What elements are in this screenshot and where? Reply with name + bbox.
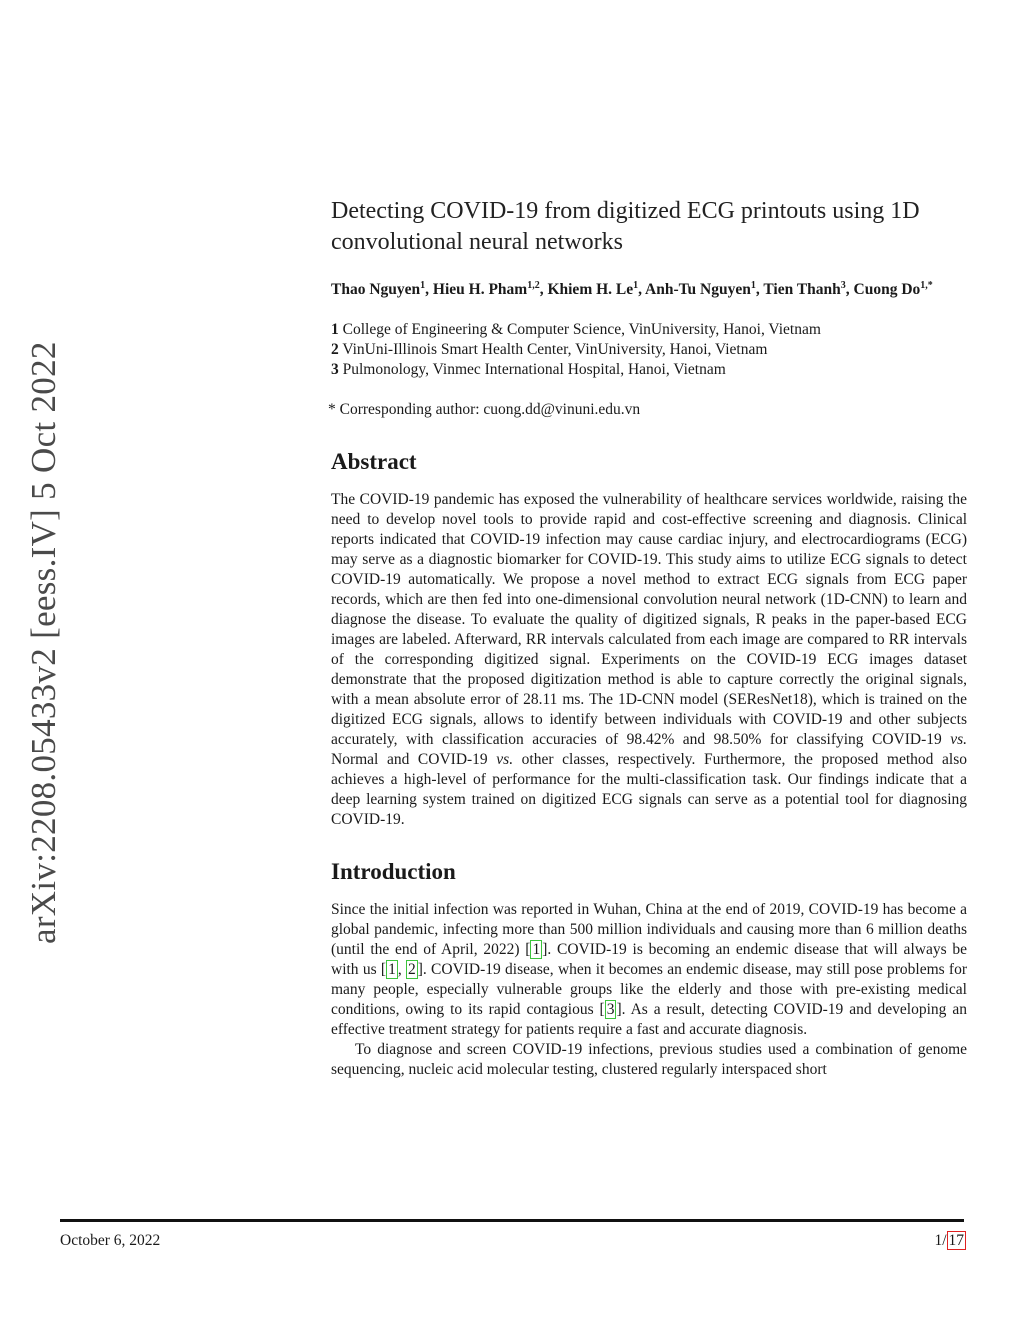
- affiliation-item: [331, 340, 967, 360]
- intro-text: ]. COVID-19 is becoming an endemic disease that will always be with us [: [331, 941, 967, 978]
- affiliation-item: [331, 360, 967, 380]
- author-affiliation: 3: [840, 279, 846, 291]
- abstract-part: other classes, respectively. Furthermore, the proposed method also achieves a high-level of performance for the multi-classification task. Our findings indicate that a deep learning system trained on digitized ECG signals can serve as a potential tool for diagnosing COVID-19.: [331, 751, 967, 828]
- citation-link[interactable]: 1: [532, 941, 541, 958]
- author-affiliation: 1,2: [527, 279, 540, 291]
- paper-title: Detecting COVID-19 from digitized ECG printouts using 1D convolutional neural networks: [331, 198, 920, 255]
- corresponding-author: * Corresponding author: cuong.dd@vinuni.edu.vn: [328, 401, 641, 418]
- current-page: 1: [934, 1232, 943, 1249]
- footer-date: October 6, 2022: [60, 1232, 161, 1249]
- abstract-italic: vs.: [950, 731, 967, 748]
- introduction-heading: Introduction: [331, 859, 456, 884]
- abstract-italic: vs.: [496, 751, 514, 768]
- introduction-paragraph: [331, 900, 967, 1040]
- total-pages-link[interactable]: 17: [948, 1232, 964, 1249]
- author-affiliation: 1: [750, 279, 756, 291]
- affiliation-number: 1: [331, 321, 339, 338]
- intro-text: ]. COVID-19 disease, when it becomes an endemic disease, may still pose problems for many people, especially vulnerable groups like the elderly and those with pre-existing medical conditions, owing to its rapid contagious [: [331, 961, 968, 1018]
- author-separator: ,: [539, 281, 548, 298]
- author-affiliation: 1,*: [920, 279, 933, 291]
- author-name: Anh-Tu Nguyen: [645, 281, 751, 298]
- author-name: Hieu H. Pham: [432, 281, 528, 298]
- affiliation-text: VinUni-Illinois Smart Health Center, VinUniversity, Hanoi, Vietnam: [338, 341, 768, 358]
- arxiv-identifier: arXiv:2208.05433v2 [eess.IV] 5 Oct 2022: [24, 341, 63, 944]
- author-affiliation: 1: [420, 279, 426, 291]
- citation-link[interactable]: 1: [388, 961, 396, 978]
- author-list: [331, 279, 967, 300]
- author-separator: ,: [845, 281, 854, 298]
- page-separator: /: [942, 1232, 947, 1249]
- intro-text: Since the initial infection was reported in Wuhan, China at the end of 2019, COVID-19 has become a global pandemic, infecting more than 500 million individuals and causing more than 6 million deaths (until the end of April, 2022) [: [331, 901, 967, 958]
- author-separator: ,: [425, 281, 433, 298]
- paper-content: [328, 196, 968, 1080]
- author-name: Khiem H. Le: [547, 281, 634, 298]
- author-affiliation: 1: [633, 279, 639, 291]
- author-separator: ,: [638, 281, 646, 298]
- affiliation-number: 2: [331, 341, 339, 358]
- footer-rule: [60, 1219, 964, 1222]
- affiliation-text: Pulmonology, Vinmec International Hospital, Hanoi, Vietnam: [338, 361, 726, 378]
- abstract-heading: Abstract: [331, 449, 417, 474]
- affiliation-text: College of Engineering & Computer Science, VinUniversity, Hanoi, Vietnam: [338, 321, 821, 338]
- introduction-paragraph: To diagnose and screen COVID-19 infections, previous studies used a combination of genome sequencing, nucleic acid molecular testing, clustered regularly interspaced short: [331, 1041, 967, 1078]
- affiliation-list: [331, 320, 967, 380]
- abstract-part: The COVID-19 pandemic has exposed the vulnerability of healthcare services worldwide, raising the need to develop novel tools to provide rapid and cost-effective screening and diagnosis. Clinical reports indicated that COVID-19 infection may cause cardiac injury, and electrocardiograms (ECG) may serve as a diagnostic biomarker for COVID-19. This study aims to utilize ECG signals to detect COVID-19 automatically. We propose a novel method to extract ECG signals from ECG paper records, which are then fed into one-dimensional convolution neural network (1D-CNN) to learn and diagnose the disease. To evaluate the quality of digitized signals, R peaks in the paper-based ECG images are labeled. Afterward, RR intervals calculated from each image are compared to RR intervals of the corresponding digitized signal. Experiments on the COVID-19 ECG images dataset demonstrate that the proposed digitization method is able to capture correctly the original signals, with a mean absolute error of 28.11 ms. The 1D-CNN model (SEResNet18), which is trained on the digitized ECG signals, allows to identify between individuals with COVID-19 and other subjects accurately, with classification accuracies of 98.42% and 98.50% for classifying COVID-19: [331, 491, 967, 748]
- affiliation-item: [331, 320, 967, 340]
- intro-text: ]. As a result, detecting COVID-19 and developing an effective treatment strategy for patients require a fast and accurate diagnosis.: [331, 1001, 967, 1038]
- page-number: [934, 1232, 966, 1250]
- author-name: Tien Thanh: [763, 281, 841, 298]
- citation-link[interactable]: 2: [407, 961, 416, 978]
- author-name: Thao Nguyen: [331, 281, 421, 298]
- abstract-text: [331, 490, 967, 830]
- author-separator: ,: [755, 281, 764, 298]
- citation-link[interactable]: 3: [606, 1001, 615, 1018]
- intro-text: ,: [397, 961, 406, 978]
- author-name: Cuong Do: [853, 281, 921, 298]
- affiliation-number: 3: [331, 361, 339, 378]
- abstract-part: Normal and COVID-19: [331, 751, 497, 768]
